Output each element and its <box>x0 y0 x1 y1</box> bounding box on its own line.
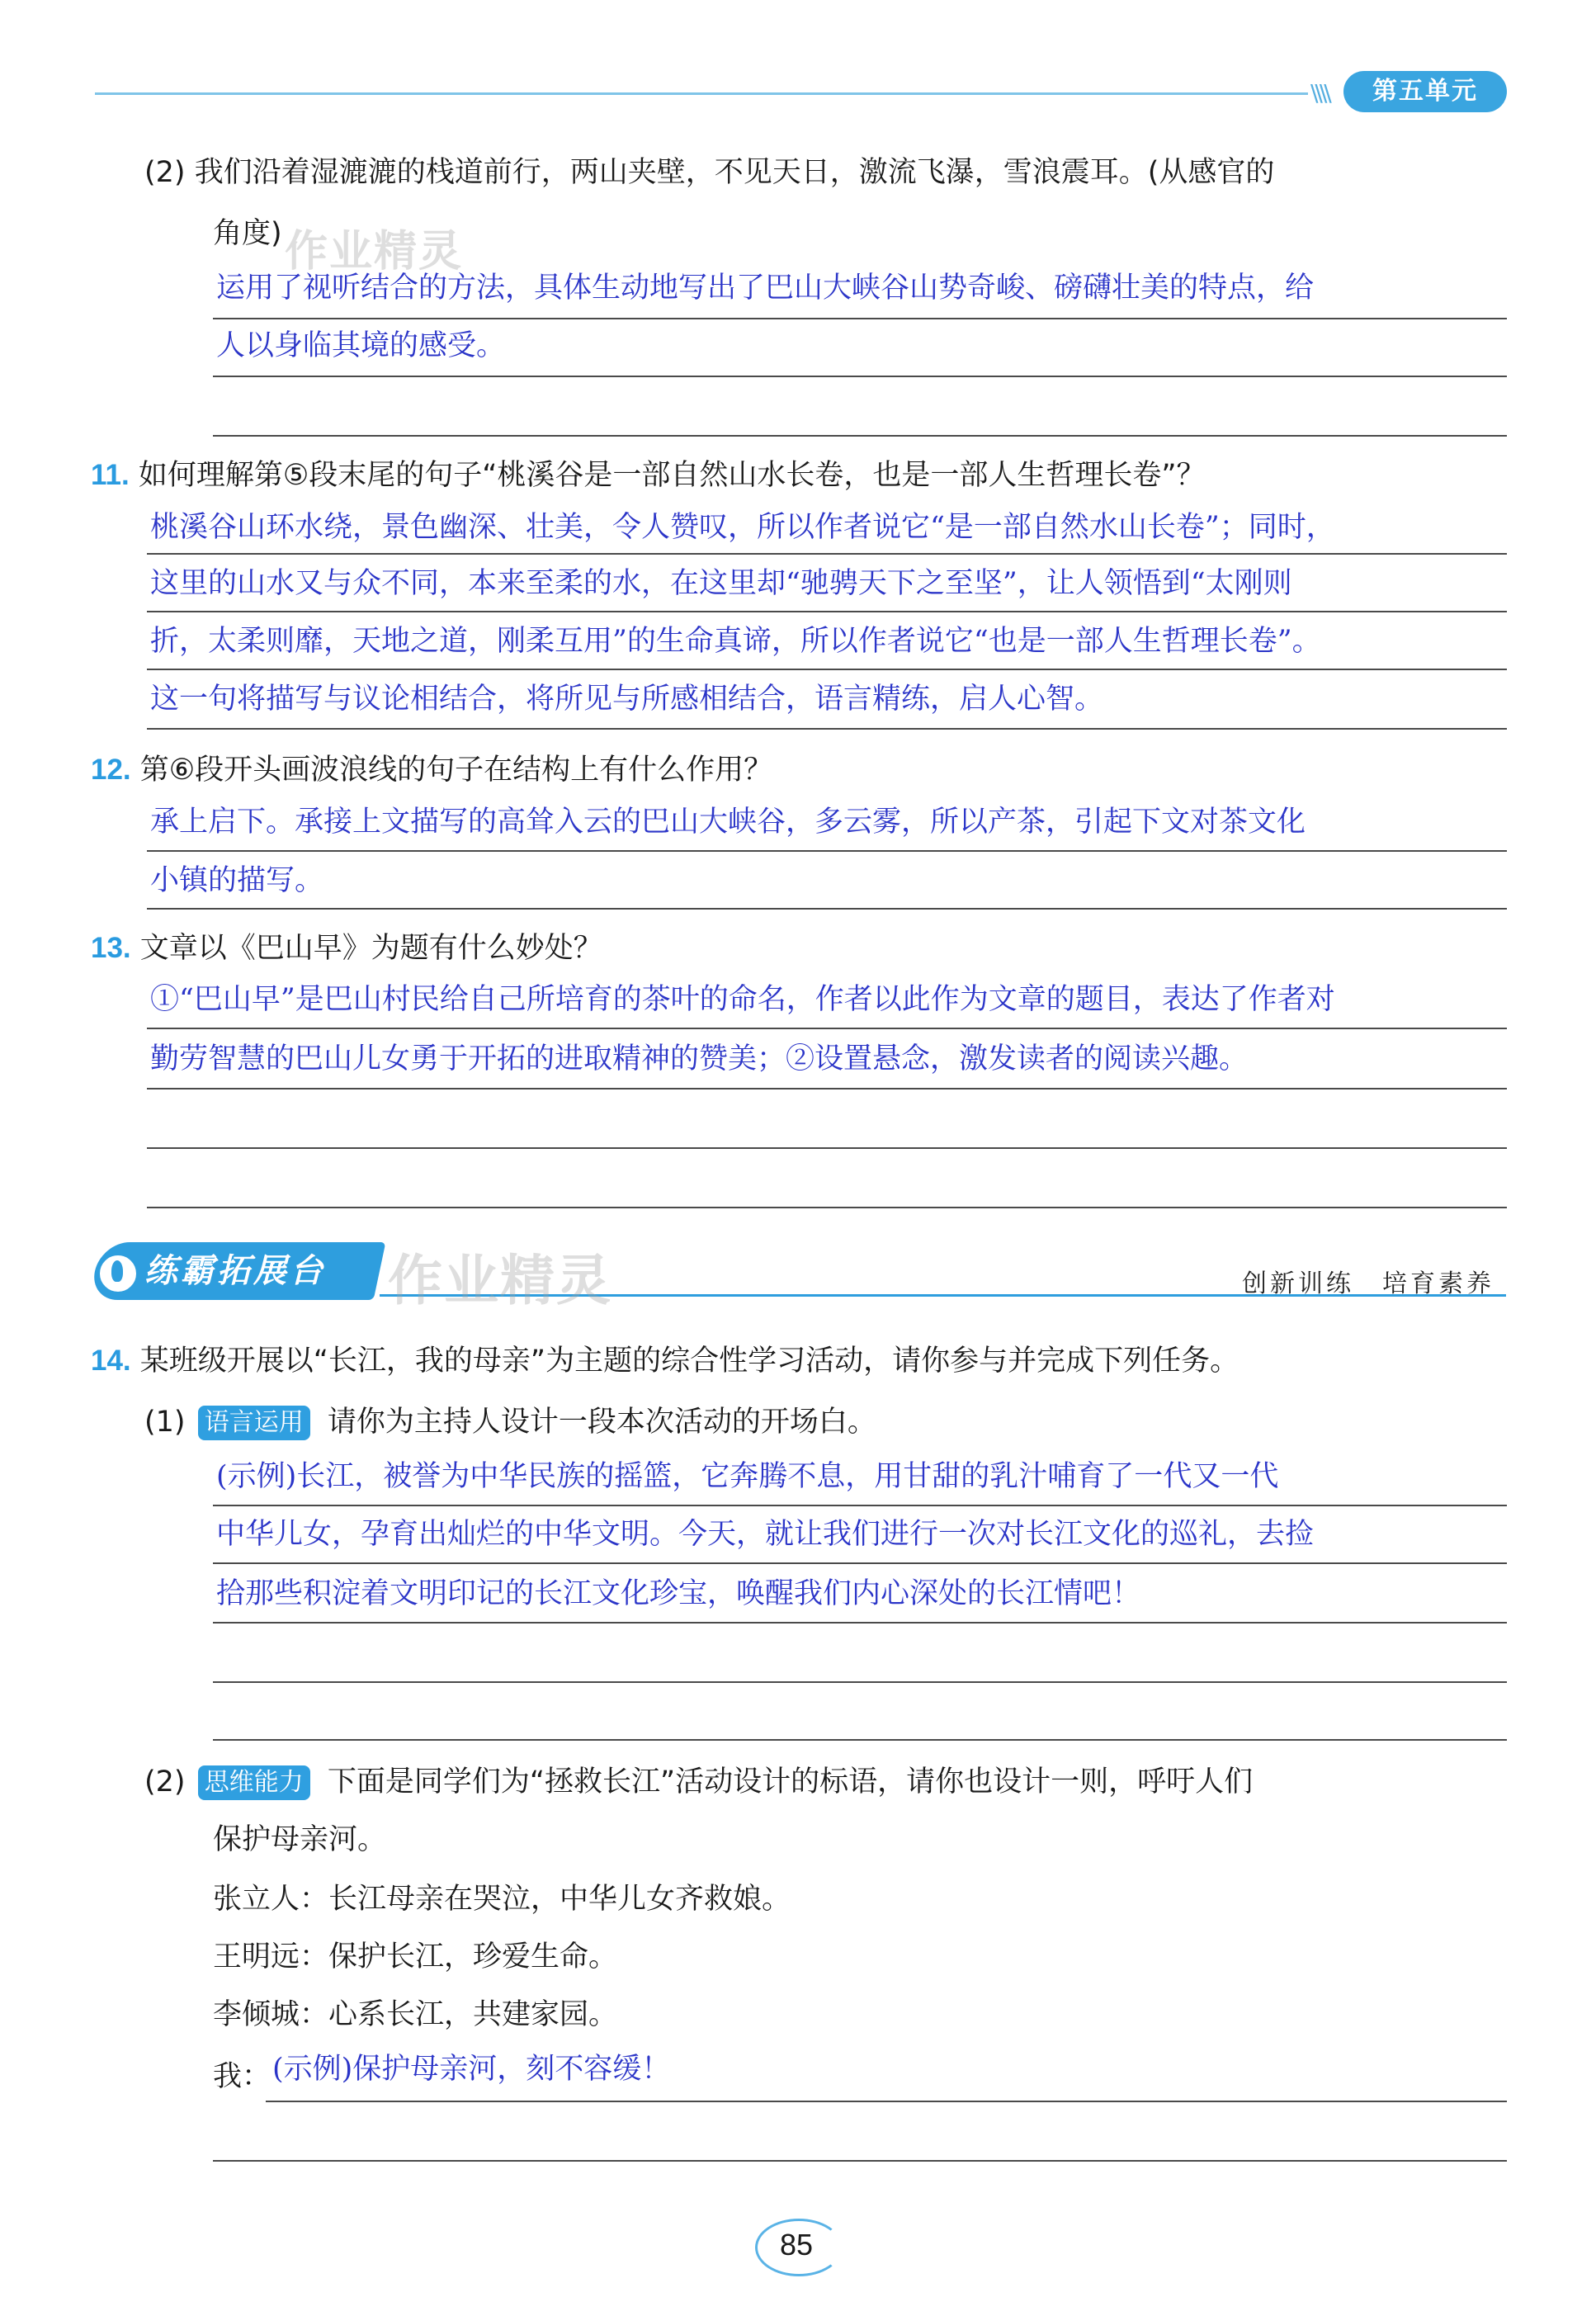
flame-icon <box>97 1253 139 1294</box>
answer-rule <box>213 1562 1507 1564</box>
answer-rule <box>147 728 1507 730</box>
thinking-ability-tag: 思维能力 <box>198 1765 310 1800</box>
q13-answer-line: ①“巴山早”是巴山村民给自己所培育的茶叶的命名，作者以此作为文章的题目，表达了作者对 <box>150 983 1335 1016</box>
q12-answer-line: 承上启下。承接上文描写的高耸入云的巴山大峡谷，多云雾，所以产茶，引起下文对茶文化 <box>150 806 1306 839</box>
watermark: 作业精灵 <box>388 1249 612 1312</box>
q10-part2-line1 <box>144 155 1274 190</box>
answer-rule <box>147 611 1507 612</box>
q14-part2-label: (2) <box>144 1765 186 1798</box>
q14-part1-label: (1) <box>144 1406 186 1439</box>
q11-question <box>91 458 1206 493</box>
unit-badge: 第五单元 <box>1343 71 1507 112</box>
q10-part2-label: (2) <box>144 156 186 189</box>
section-subtitle: 创新训练 培育素养 <box>1242 1269 1494 1298</box>
q11-answer-line: 折，太柔则靡，天地之道，刚柔互用”的生命真谛，所以作者说它“也是一部人生哲理长卷”。 <box>150 625 1321 658</box>
answer-rule <box>213 2160 1507 2162</box>
answer-rule <box>147 1088 1507 1089</box>
q14-part1-answer-line: 中华儿女，孕育出灿烂的中华文明。今天，就让我们进行一次对长江文化的巡礼，去捡 <box>216 1518 1315 1551</box>
watermark: 作业精灵 <box>285 227 464 277</box>
q14-text: 某班级开展以“长江，我的母亲”为主题的综合性学习活动，请你参与并完成下列任务。 <box>139 1345 1239 1378</box>
q14-part1-question <box>144 1405 876 1440</box>
q14-part1-answer-line: 拾那些积淀着文明印记的长江文化珍宝，唤醒我们内心深处的长江情吧！ <box>216 1577 1141 1610</box>
answer-rule <box>213 1505 1507 1506</box>
slogan-line: 李倾城：心系长江，共建家园。 <box>213 1998 618 2031</box>
answer-rule <box>213 1739 1507 1741</box>
q13-answer-line: 勤劳智慧的巴山儿女勇于开拓的进取精神的赞美；②设置悬念，激发读者的阅读兴趣。 <box>150 1042 1249 1075</box>
language-use-tag: 语言运用 <box>198 1406 310 1440</box>
q11-text: 如何理解第⑤段末尾的句子“桃溪谷是一部自然山水长卷，也是一部人生哲理长卷”？ <box>138 459 1206 492</box>
header-rule <box>95 92 1308 95</box>
answer-rule <box>147 553 1507 555</box>
q11-answer-line: 这一句将描写与议论相结合，将所见与所感相结合，语言精练，启人心智。 <box>150 683 1104 716</box>
answer-rule <box>147 1028 1507 1029</box>
q14-part2-question <box>144 1765 1253 1800</box>
q14-question <box>91 1344 1239 1378</box>
header-slash-icon: \\\\ <box>1310 79 1329 106</box>
q12-answer-line: 小镇的描写。 <box>150 864 324 897</box>
q14-part1-text: 请你为主持人设计一段本次活动的开场白。 <box>327 1406 876 1439</box>
q13-question <box>91 931 602 966</box>
q11-answer-line: 这里的山水又与众不同，本来至柔的水，在这里却“驰骋天下之至坚”，让人领悟到“太刚则 <box>150 567 1292 600</box>
q10-part2-answer-line2: 人以身临其境的感受。 <box>216 329 506 362</box>
answer-rule <box>213 435 1507 437</box>
answer-rule <box>266 2101 1507 2102</box>
slogan-line: 王明远：保护长江，珍爱生命。 <box>213 1940 618 1973</box>
answer-rule <box>213 376 1507 377</box>
answer-rule <box>147 1147 1507 1149</box>
q13-text: 文章以《巴山早》为题有什么妙处？ <box>139 932 602 965</box>
q10-part2-answer-line1: 运用了视听结合的方法，具体生动地写出了巴山大峡谷山势奇峻、磅礴壮美的特点，给 <box>216 272 1315 305</box>
q12-question <box>91 753 772 787</box>
q14-part1-answer-line: (示例)长江，被誉为中华民族的摇篮，它奔腾不息，用甘甜的乳汁哺育了一代又一代 <box>216 1460 1279 1493</box>
q10-part2-line2: 角度) <box>213 217 282 250</box>
section-title: 练霸拓展台 <box>144 1252 326 1290</box>
q14-number: 14. <box>91 1345 131 1377</box>
q14-part2-line2: 保护母亲河。 <box>213 1823 387 1856</box>
answer-rule <box>147 850 1507 852</box>
answer-rule <box>213 1681 1507 1683</box>
q12-number: 12. <box>91 754 131 786</box>
page-number: 85 <box>779 2228 814 2262</box>
answer-rule <box>213 1622 1507 1624</box>
q11-answer-line: 桃溪谷山环水绕，景色幽深、壮美，令人赞叹，所以作者说它“是一部自然水山长卷”；同时， <box>150 511 1335 544</box>
q12-text: 第⑥段开头画波浪线的句子在结构上有什么作用？ <box>139 754 773 787</box>
me-label: 我： <box>213 2060 272 2093</box>
answer-rule <box>147 1207 1507 1208</box>
answer-rule <box>147 908 1507 910</box>
q13-number: 13. <box>91 932 131 964</box>
q10-part2-text: 我们沿着湿漉漉的栈道前行，两山夹壁，不见天日，激流飞瀑，雪浪震耳。(从感官的 <box>194 156 1275 189</box>
q11-number: 11. <box>91 459 130 491</box>
slogan-line: 张立人：长江母亲在哭泣，中华儿女齐救娘。 <box>213 1883 791 1916</box>
answer-rule <box>147 669 1507 670</box>
answer-rule <box>213 318 1507 319</box>
me-answer: (示例)保护母亲河，刻不容缓！ <box>272 2053 671 2086</box>
q14-part2-text: 下面是同学们为“拯救长江”活动设计的标语，请你也设计一则，呼吁人们 <box>327 1765 1254 1798</box>
